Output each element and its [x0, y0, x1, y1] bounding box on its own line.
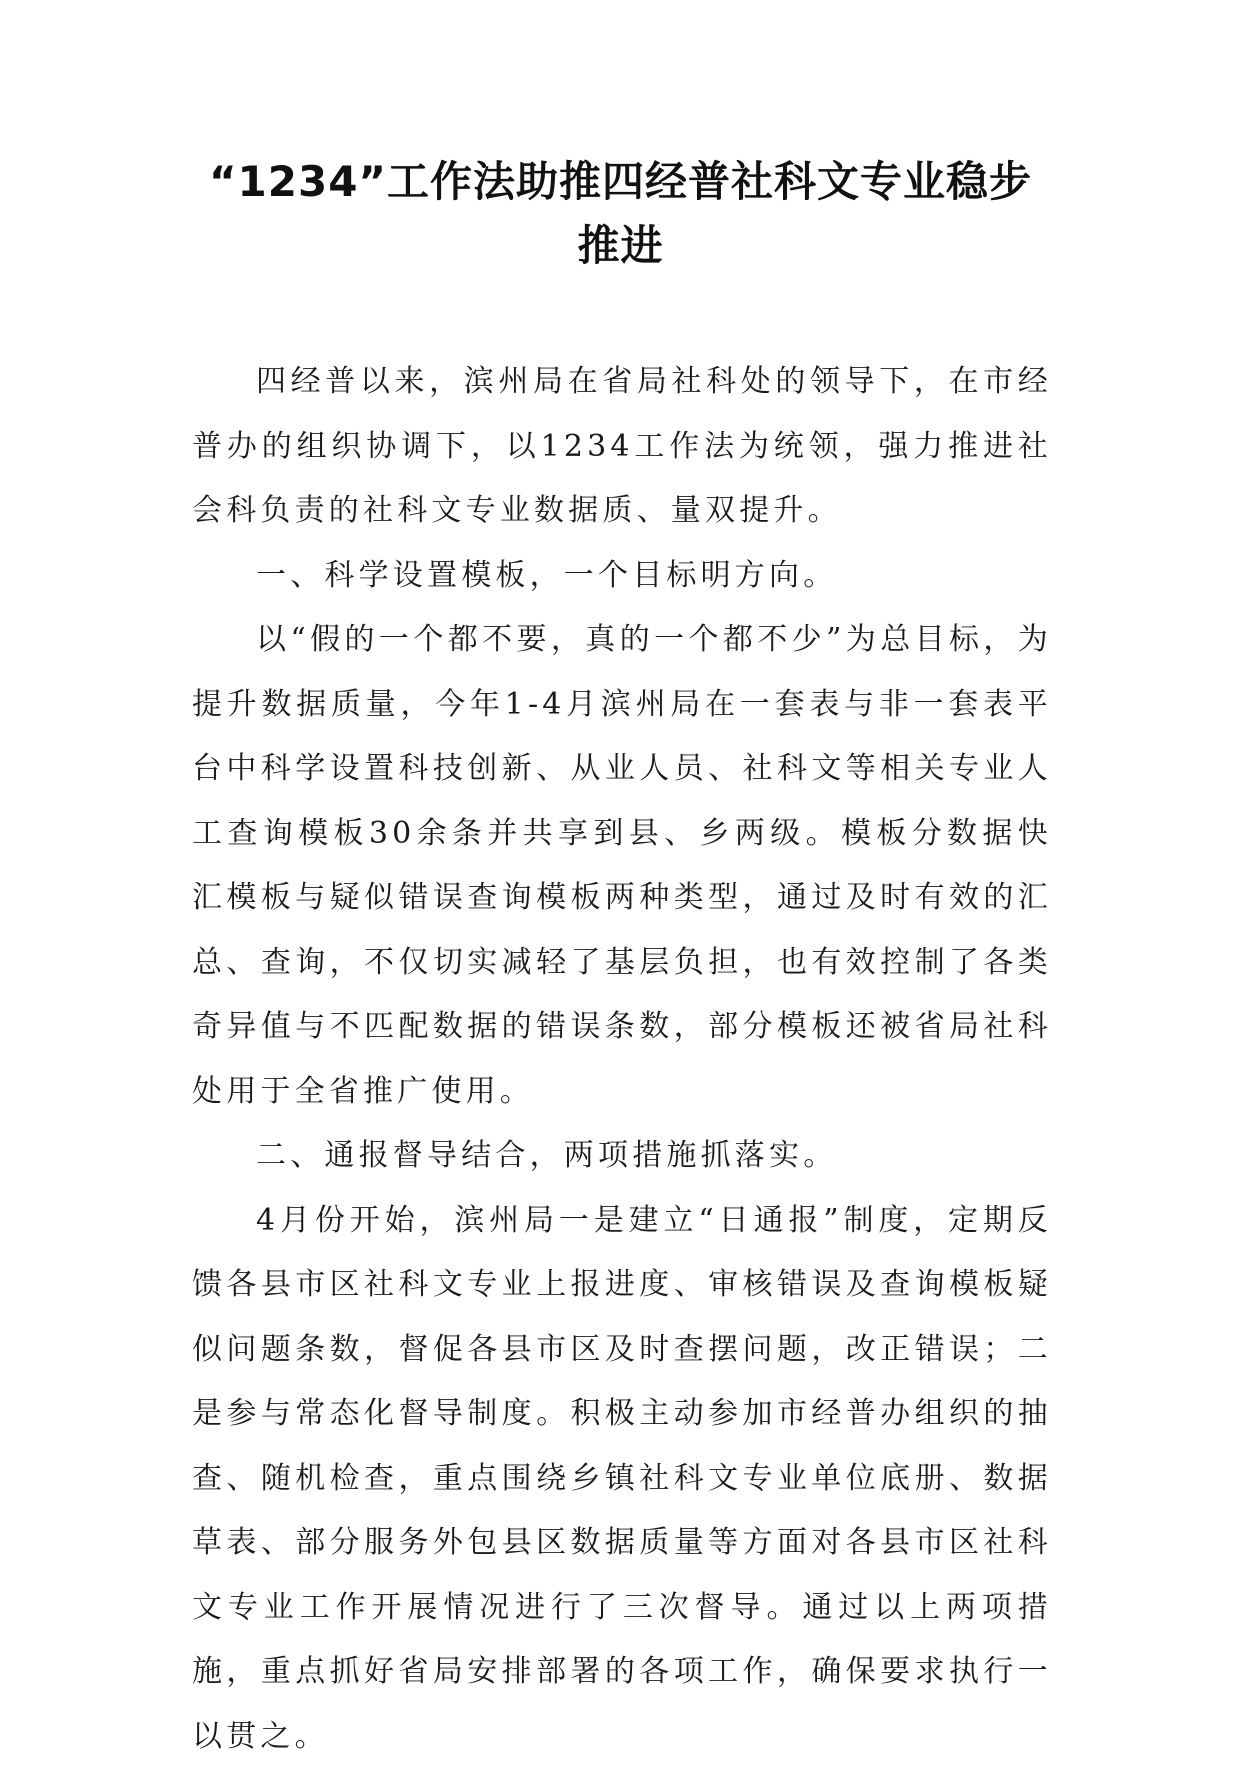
section-heading-2: 二、通报督导结合，两项措施抓落实。 [192, 1124, 1052, 1189]
paragraph-section-2: 4月份开始，滨州局一是建立“日通报”制度，定期反馈各县市区社科文专业上报进度、审核错误及查询模板疑似问题条数，督促各县市区及时查摆问题，改正错误；二是参与常态化督导制度。积极主动参加市经普办组织的抽查、随机检查，重点围绕乡镇社科文专业单位底册、数据草表、部分服务外包县区数据质量等方面对各县市区社科文专业工作开展情况进行了三次督导。通过以上两项措施，重点抓好省局安排部署的各项工作，确保要求执行一以贯之。 [192, 1189, 1052, 1769]
paragraph-section-1: 以“假的一个都不要，真的一个都不少”为总目标，为提升数据质量，今年1-4月滨州局在一套表与非一套表平台中科学设置科技创新、从业人员、社科文等相关专业人工查询模板30余条并共享到县、乡两级。模板分数据快汇模板与疑似错误查询模板两种类型，通过及时有效的汇总、查询，不仅切实减轻了基层负担，也有效控制了各类奇异值与不匹配数据的错误条数，部分模板还被省局社科处用于全省推广使用。 [192, 608, 1052, 1124]
document-body [192, 350, 1052, 1769]
paragraph-intro: 四经普以来，滨州局在省局社科处的领导下，在市经普办的组织协调下，以1234工作法为统领，强力推进社会科负责的社科文专业数据质、量双提升。 [192, 350, 1052, 544]
section-heading-1: 一、科学设置模板，一个目标明方向。 [192, 544, 1052, 609]
document-title: “1234”工作法助推四经普社科文专业稳步推进 [190, 150, 1051, 278]
